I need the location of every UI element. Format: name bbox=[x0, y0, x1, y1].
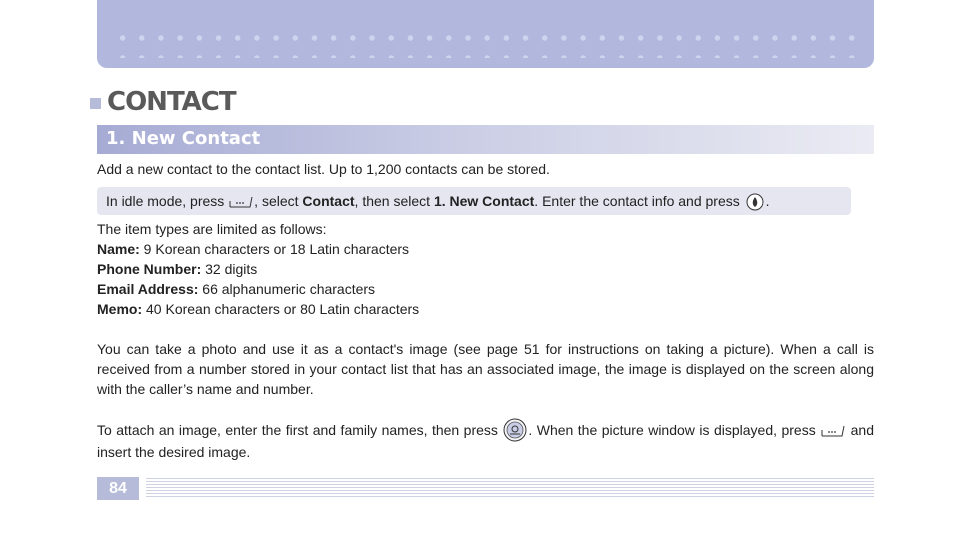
page-number: 84 bbox=[97, 477, 139, 500]
limit-item: Email Address: 66 alphanumeric characters bbox=[97, 281, 376, 297]
ok-key-icon bbox=[746, 193, 764, 211]
instruction-text: In idle mode, press , select Contact, then select 1. New Contact. Enter the contact info and press . bbox=[106, 193, 770, 209]
photo-paragraph: You can take a photo and use it as a contact's image (see page 51 for instructions on taking a picture). When a call is received from a number stored in your contact list that has an associated image, the image is displayed on the screen along with the caller’s name and number. bbox=[97, 341, 874, 397]
menu-softkey-icon bbox=[821, 425, 845, 437]
subsection-title: 1. New Contact bbox=[106, 128, 261, 149]
intro-text: Add a new contact to the contact list. Up to 1,200 contacts can be stored. bbox=[97, 161, 550, 177]
section-header bbox=[90, 84, 236, 120]
limit-item: Phone Number: 32 digits bbox=[97, 261, 258, 277]
section-title: CONTACT bbox=[107, 87, 236, 117]
instruction-note bbox=[97, 187, 851, 215]
header-banner bbox=[97, 0, 874, 68]
limit-item: Name: 9 Korean characters or 18 Latin characters bbox=[97, 241, 410, 257]
camera-key-icon bbox=[503, 418, 527, 442]
subsection-bar bbox=[97, 125, 874, 154]
menu-softkey-icon bbox=[229, 196, 253, 208]
limits-heading: The item types are limited as follows: bbox=[97, 221, 327, 237]
section-marker-icon bbox=[90, 98, 101, 109]
limit-item: Memo: 40 Korean characters or 80 Latin characters bbox=[97, 301, 420, 317]
banner-dot-pattern bbox=[113, 28, 858, 58]
footer-rule bbox=[146, 478, 874, 499]
attach-paragraph: To attach an image, enter the first and family names, then press . When the picture window is displayed, press and insert the desired image. bbox=[97, 418, 874, 462]
